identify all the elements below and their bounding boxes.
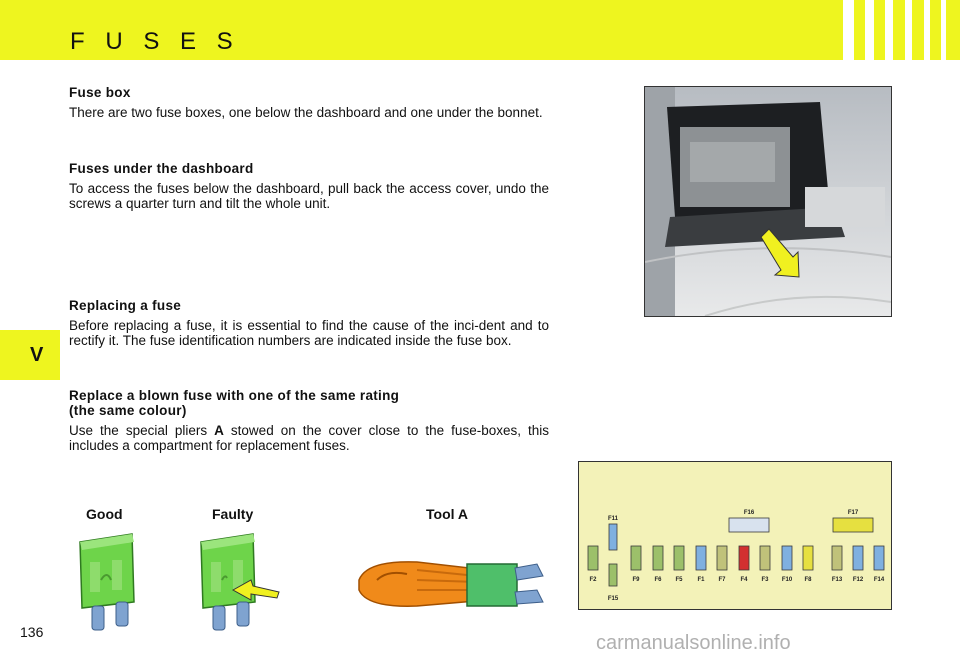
fuse-slot xyxy=(760,546,770,570)
section-replacing xyxy=(69,298,549,348)
fuse-label: F6 xyxy=(654,577,662,583)
fuse-slot xyxy=(832,546,842,570)
chapter-tab xyxy=(0,330,60,380)
fuse-label: F1 xyxy=(697,577,705,583)
caption-tool: Tool A xyxy=(426,506,468,522)
fuse-label: F17 xyxy=(847,510,859,516)
fuse-slot xyxy=(803,546,813,570)
header-stripe xyxy=(865,0,874,60)
fuse-label: F7 xyxy=(718,577,726,583)
section-text: There are two fuse boxes, one below the dashboard and one under the bonnet. xyxy=(69,105,543,120)
section-text: To access the fuses below the dashboard, pull back the access cover, undo the screws a quarter turn and tilt the whole unit. xyxy=(69,181,549,211)
section-text: Before replacing a fuse, it is essential to find the cause of the inci-dent and to rectify it. The fuse identification numbers are indicated inside the fuse box. xyxy=(69,318,549,348)
tool-a-pliers-illustration xyxy=(357,550,547,620)
dashboard-fusebox-photo xyxy=(644,86,892,317)
fuse-label: F5 xyxy=(675,577,683,583)
fuse-label: F9 xyxy=(632,577,640,583)
section-heading: Fuses under the dashboard xyxy=(69,161,254,176)
section-fuse-box xyxy=(69,85,549,120)
fuse-slot xyxy=(874,546,884,570)
fuse-slot xyxy=(631,546,641,570)
fuse-label: F16 xyxy=(743,510,755,516)
header-bar xyxy=(0,0,960,60)
fuse-layout-diagram xyxy=(578,461,892,610)
text-part: Use the special pliers xyxy=(69,423,215,438)
good-fuse-illustration xyxy=(72,532,142,632)
header-stripe xyxy=(941,0,946,60)
fuse-label: F2 xyxy=(589,577,597,583)
section-heading: Replacing a fuse xyxy=(69,298,182,313)
fuse-slot xyxy=(739,546,749,570)
fuse-slot xyxy=(782,546,792,570)
fuse-slot xyxy=(853,546,863,570)
fuse-label: F12 xyxy=(852,577,864,583)
tool-letter: A xyxy=(214,423,224,438)
fuse-label: F14 xyxy=(873,577,885,583)
fuse-slot xyxy=(696,546,706,570)
section-under-dashboard xyxy=(69,161,549,211)
caption-faulty: Faulty xyxy=(212,506,254,522)
chapter-tab-label: V xyxy=(30,344,44,366)
fuse-slot xyxy=(588,546,598,570)
watermark: carmanualsonline.info xyxy=(596,632,791,654)
fuse-label: F8 xyxy=(804,577,812,583)
section-text xyxy=(69,423,549,453)
fuse-label: F3 xyxy=(761,577,769,583)
fuse-slot xyxy=(717,546,727,570)
header-stripe xyxy=(843,0,854,60)
fuse-slot xyxy=(729,518,769,532)
faulty-fuse-illustration xyxy=(193,532,283,632)
fuse-slot xyxy=(653,546,663,570)
caption-good: Good xyxy=(86,506,123,522)
fuse-label: F15 xyxy=(607,596,619,602)
page-title: F U S E S xyxy=(70,28,240,55)
section-heading: Replace a blown fuse with one of the same rating xyxy=(69,388,400,403)
fuse-slot xyxy=(833,518,873,532)
fuse-slot xyxy=(609,524,617,550)
fuse-label: F10 xyxy=(781,577,793,583)
header-stripe xyxy=(924,0,930,60)
fuse-label: F4 xyxy=(740,577,748,583)
fuse-label: F11 xyxy=(607,516,619,522)
fuse-slot xyxy=(674,546,684,570)
fuse-label: F13 xyxy=(831,577,843,583)
section-heading-sub: (the same colour) xyxy=(69,403,187,418)
header-stripe xyxy=(905,0,912,60)
header-stripe xyxy=(885,0,893,60)
page-number: 136 xyxy=(20,624,44,640)
text-part: stowed on the cover close to the fuse-boxes, this includes a compartment for replacement fuses. xyxy=(69,423,550,453)
section-heading: Fuse box xyxy=(69,85,131,100)
section-replace-blown xyxy=(69,388,549,453)
fuse-slot xyxy=(609,564,617,586)
